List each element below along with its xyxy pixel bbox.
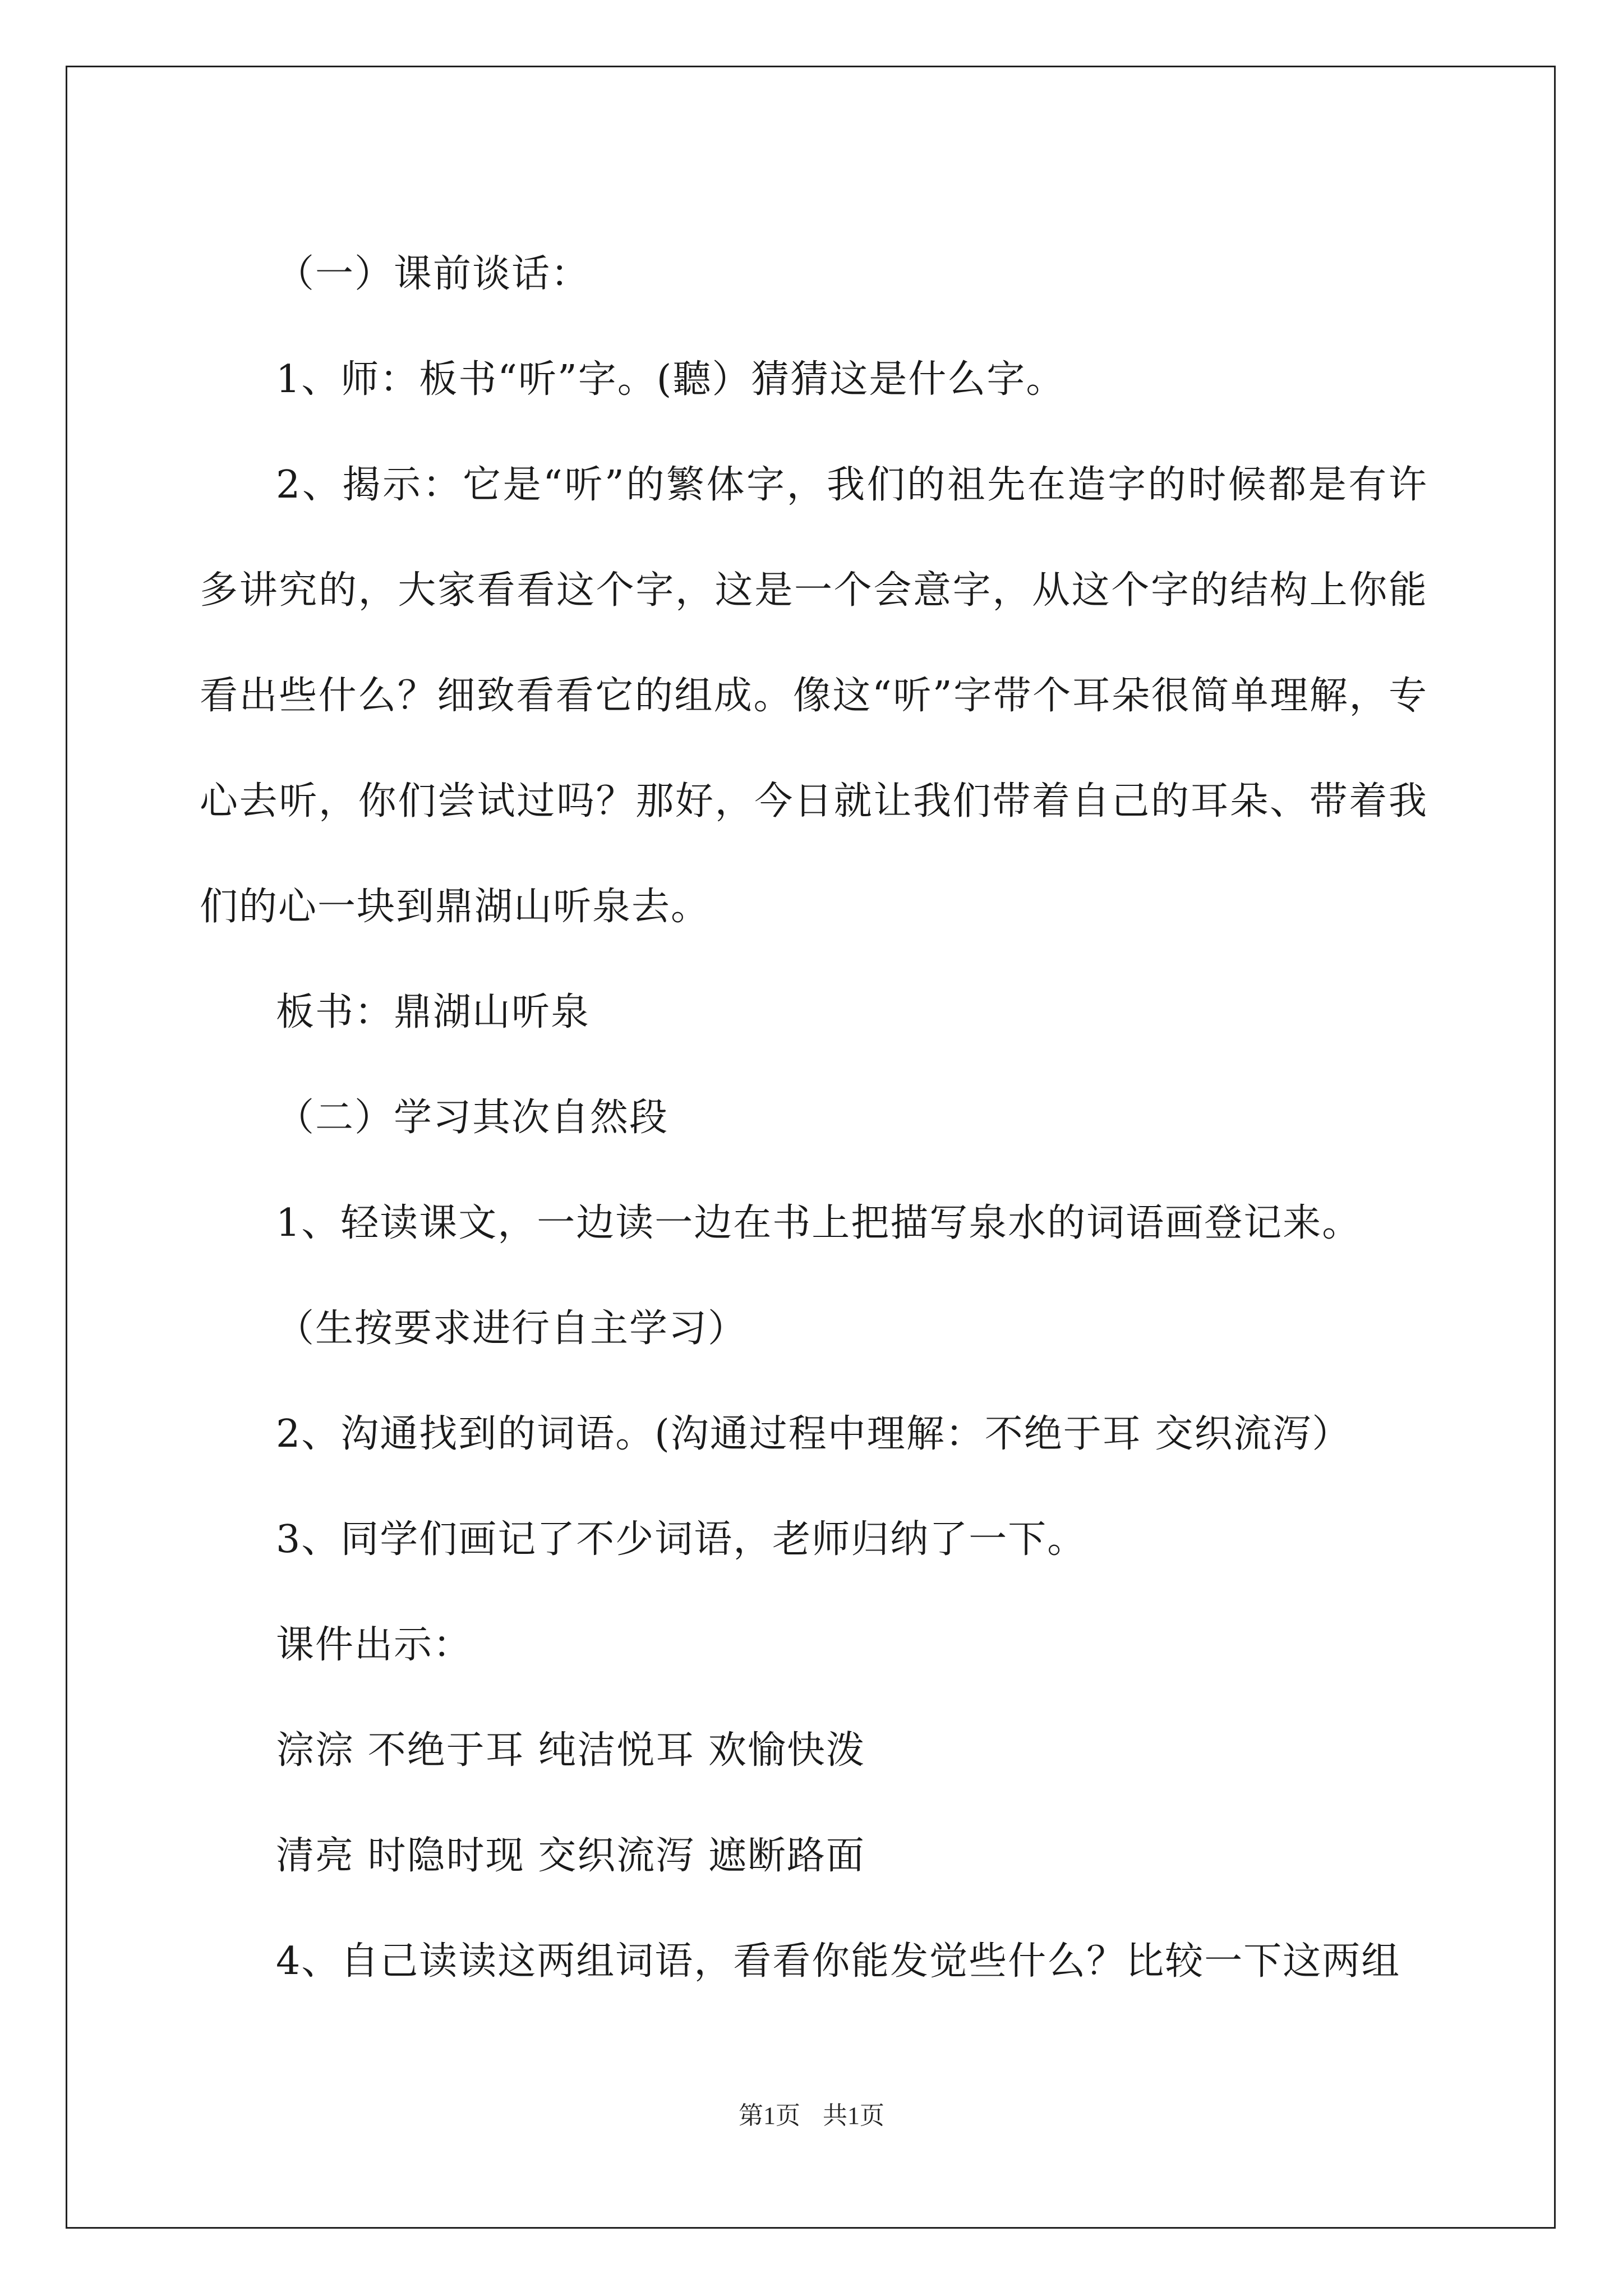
page-number: 第1页 [739, 2102, 800, 2129]
word-list-1: 淙淙 不绝于耳 纯洁悦耳 欢愉快泼 [276, 1728, 865, 1773]
paragraph: 1、轻读课文，一边读一边在书上把描写泉水的词语画登记来。 [276, 1201, 1362, 1245]
paragraph: 2、沟通找到的词语。(沟通过程中理解：不绝于耳 交织流泻） [276, 1412, 1352, 1456]
page-footer [0, 2095, 1623, 2131]
paragraph: 3、同学们画记了不少词语，老师归纳了一下。 [276, 1517, 1087, 1562]
section-heading-1: （一）课前谈话： [276, 252, 591, 296]
document-body [200, 222, 1428, 2014]
page-total: 共1页 [823, 2102, 884, 2129]
word-list-2: 清亮 时隐时现 交织流泻 遮断路面 [276, 1834, 865, 1878]
paragraph: 1、师：板书“听”字。(聽）猜猜这是什么字。 [276, 357, 1066, 402]
paragraph: 2、揭示：它是“听”的繁体字，我们的祖先在造字的时候都是有许多讲究的，大家看看这个字，这是一个会意字，从这个字的结构上你能看出些什么？细致看看它的组成。像这“听”字带个耳朵很简单理解，专心去听，你们尝试过吗？那好，今日就让我们带着自己的耳朵、带着我们的心一块到鼎湖山听泉去。 [200, 463, 1428, 929]
section-heading-2: （二）学习其次自然段 [276, 1096, 669, 1140]
paragraph: 4、自己读读这两组词语，看看你能发觉些什么？比较一下这两组 [276, 1939, 1401, 1984]
paragraph: 板书：鼎湖山听泉 [276, 990, 591, 1034]
paragraph: （生按要求进行自主学习） [276, 1306, 748, 1351]
paragraph: 课件出示： [276, 1623, 473, 1667]
